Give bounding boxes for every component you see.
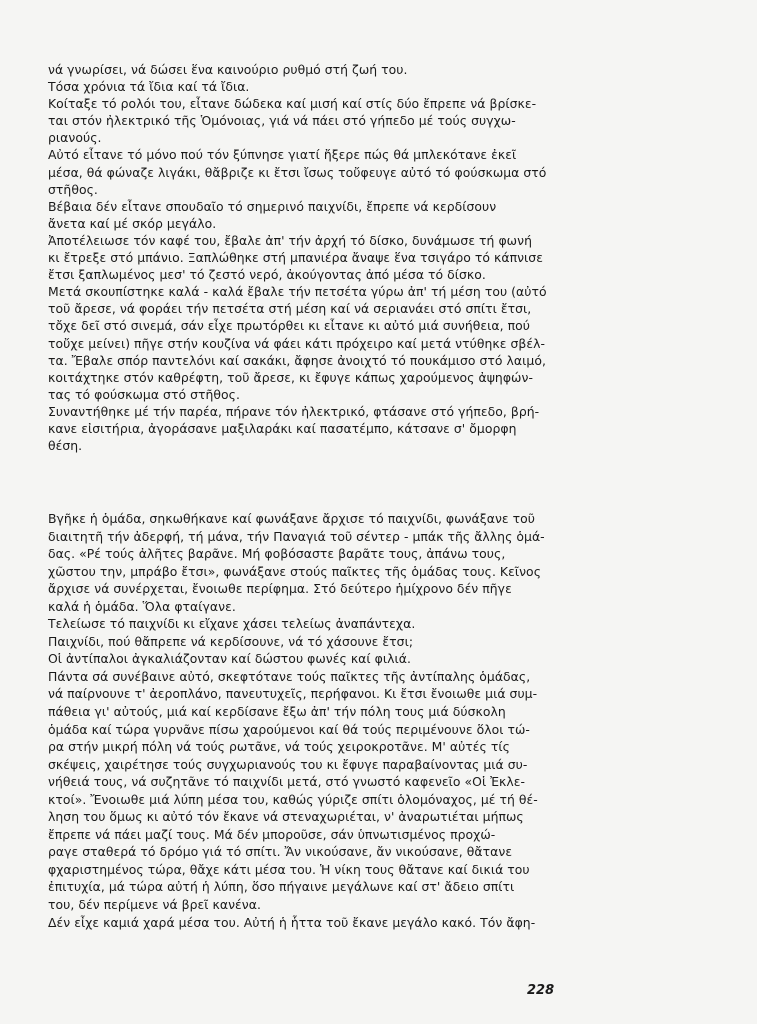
text-line: Κοίταξε τό ρολόι του, εἶτανε δώδεκα καί μισή καί στίς δύο ἔπρεπε νά βρίσκε- [48, 96, 537, 112]
text-line: στῆθος. [48, 181, 98, 197]
paragraph-block-1 [48, 61, 666, 454]
text-line: δας. «Ρέ τούς ἀλῆτες βαρᾶνε. Μή φοβόσαστε βαρᾶτε τους, ἀπάνω τους, [48, 546, 506, 562]
text-line: ἄρχισε νά συνέρχεται, ἔνοιωθε περίφημα. Στό δεύτερο ἡμίχρονο δέν πῆγε [48, 581, 512, 597]
text-line: ριανούς. [48, 130, 102, 146]
text-line: τα. Ἔβαλε σπόρ παντελόνι καί σακάκι, ἄφησε ἀνοιχτό τό πουκάμισο στό λαιμό, [48, 352, 546, 368]
text-line: Παιχνίδι, πού θἄπρεπε νά κερδίσουνε, νά τό χάσουνε ἔτσι; [48, 633, 414, 649]
text-line: κανε εἰσιτήρια, ἀγοράσανε μαξιλαράκι καί πασατέμπο, κάτσανε σ' ὄμορφη [48, 420, 517, 436]
text-line: ρα στήν μικρή πόλη νά τούς ρωτᾶνε, νά τούς χειροκροτᾶνε. Μ' αὐτές τίς [48, 739, 510, 755]
text-line: τοῦ ἄρεσε, νά φοράει τήν πετσέτα στή μέση καί νά σεριανάει στό σπίτι ἔτσι, [48, 301, 532, 317]
text-line: νήθειά τους, νά συζητᾶνε τό παιχνίδι μετά, στό γνωστό καφενεῖο «Οἱ Ἐκλε- [48, 774, 526, 790]
text-line: πάθεια γι' αὐτούς, μιά καί κερδίσανε ἔξω ἀπ' τήν πόλη τους μιά δύσκολη [48, 704, 506, 720]
text-line: Τελείωσε τό παιχνίδι κι εἴχανε χάσει τελείως ἀναπάντεχα. [48, 616, 416, 632]
text-line: ραγε σταθερά τό δρόμο γιά τό σπίτι. Ἄν νικούσανε, ἄν νικούσανε, θἄτανε [48, 844, 513, 860]
text-line: κτοί». Ἔνοιωθε μιά λύπη μέσα του, καθώς γύριζε σπίτι ὁλομόναχος, μέ τή θέ- [48, 791, 538, 807]
text-line: ἔπρεπε νά πάει μαζί τους. Μά δέν μποροῦσε, σάν ὑπνωτισμένος προχώ- [48, 826, 496, 842]
text-line: Βγῆκε ἡ ὁμάδα, σηκωθήκανε καί φωνάξανε ἄρχισε τό παιχνίδι, φωνάξανε τοῦ [48, 511, 536, 526]
text-line: ἄνετα καί μέ σκόρ μεγάλο. [48, 215, 217, 231]
text-line: κι ἔτρεξε στό μπάνιο. Ξαπλώθηκε στή μπανιέρα ἄναψε ἕνα τσιγάρο τό κάπνισε [48, 250, 543, 266]
page-number: 228 [527, 983, 555, 998]
text-line: καλά ἡ ὁμάδα. Ὅλα φταίγανε. [48, 598, 236, 614]
text-line: Ἀποτέλειωσε τόν καφέ του, ἔβαλε ἀπ' τήν ἀρχή τό δίσκο, δυνάμωσε τή φωνή [48, 232, 532, 248]
text-line: τοὔχε μείνει) πῆγε στήν κουζίνα νά φάει κάτι πρόχειρο καί μετά ντύθηκε σβέλ- [48, 335, 546, 351]
text-line: Συναντήθηκε μέ τήν παρέα, πήρανε τόν ἠλεκτρικό, φτάσανε στό γήπεδο, βρή- [48, 403, 540, 419]
text-line: Οἱ ἀντίπαλοι ἀγκαλιάζονταν καί δώστου φωνές καί φιλιά. [48, 651, 411, 667]
text-line: διαιτητῆ τήν ἀδερφή, τή μάνα, τήν Παναγιά τοῦ σέντερ - μπάκ τῆς ἄλλης ὁμά- [48, 528, 545, 544]
text-line: του, δέν περίμενε νά βρεῖ κανένα. [48, 897, 261, 913]
text-line: κοιτάχτηκε στόν καθρέφτη, τοῦ ἄρεσε, κι ἔφυγε κάπως χαρούμενος ἀψηφών- [48, 369, 533, 385]
text-line: νά παίρνουνε τ' ἀεροπλάνο, πανευτυχεῖς, περήφανοι. Κι ἔτσι ἔνοιωθε μιά συμ- [48, 686, 538, 702]
text-line: ἔτσι ξαπλωμένος μεσ' τό ζεστό νερό, ἀκούγοντας ἀπό μέσα τό δίσκο. [48, 267, 486, 283]
text-line: Αὐτό εἶτανε τό μόνο πού τόν ξύπνησε γιατί ἤξερε πώς θά μπλεκότανε ἐκεῖ [48, 147, 517, 163]
text-line: φχαριστημένος τώρα, θἄχε κάτι μέσα του. Ἡ νίκη τους θἄτανε καί δικιά του [48, 861, 530, 877]
text-line: θέση. [48, 438, 83, 454]
text-line: Πάντα σά συνέβαινε αὐτό, σκεφτότανε τούς παῖκτες τῆς ἀντίπαλης ὁμάδας, [48, 668, 531, 684]
text-line: σκέψεις, χαιρέτησε τούς συγχωριανούς του κι ἔφυγε παραβαίνοντας μιά συ- [48, 756, 528, 772]
text-line: τὄχε δεῖ στό σινεμά, σάν εἶχε πρωτόρθει κι εἶτανε κι αὐτό μιά συνήθεια, πού [48, 318, 530, 334]
text-line: ἐπιτυχία, μά τώρα αὐτή ἡ λύπη, ὅσο πήγαινε μεγάλωνε καί στ' ἄδειο σπίτι [48, 879, 515, 895]
text-line: μέσα, θά φώναζε λιγάκι, θἄβριζε κι ἔτσι ἴσως τοὔφευγε αὐτό τό φούσκωμα στό [48, 164, 547, 180]
text-line: Βέβαια δέν εἶτανε σπουδαῖο τό σημερινό παιχνίδι, ἔπρεπε νά κερδίσουν [48, 198, 497, 214]
text-line: νά γνωρίσει, νά δώσει ἕνα καινούριο ρυθμό στή ζωή του. [48, 62, 408, 77]
text-line: τας τό φούσκωμα στό στῆθος. [48, 386, 240, 402]
text-line: Μετά σκουπίστηκε καλά - καλά ἔβαλε τήν πετσέτα γύρω ἀπ' τή μέση του (αὐτό [48, 284, 547, 300]
text-line: Δέν εἶχε καμιά χαρά μέσα του. Αὐτή ἡ ἧττα τοῦ ἔκανε μεγάλο κακό. Τόν ἄφη- [48, 914, 536, 930]
text-line: ὁμάδα καί τώρα γυρνᾶνε πίσω χαρούμενοι καί θά τούς περιμένουνε ὅλοι τώ- [48, 721, 530, 737]
text-line: ληση του ὅμως κι αὐτό τόν ἔκανε νά στεναχωριέται, ν' ἀναρωτιέται μήπως [48, 809, 524, 825]
text-line: χῶστου την, μπράβο ἔτσι», φωνάξανε στούς παῖκτες τῆς ὁμάδας τους. Κεῖνος [48, 563, 542, 579]
text-line: Τόσα χρόνια τά ἴδια καί τά ἴδια. [48, 79, 250, 95]
paragraph-block-2 [48, 510, 666, 931]
text-line: ται στόν ἠλεκτρικό τῆς Ὁμόνοιας, γιά νά πάει στό γήπεδο μέ τούς συγχω- [48, 113, 516, 129]
